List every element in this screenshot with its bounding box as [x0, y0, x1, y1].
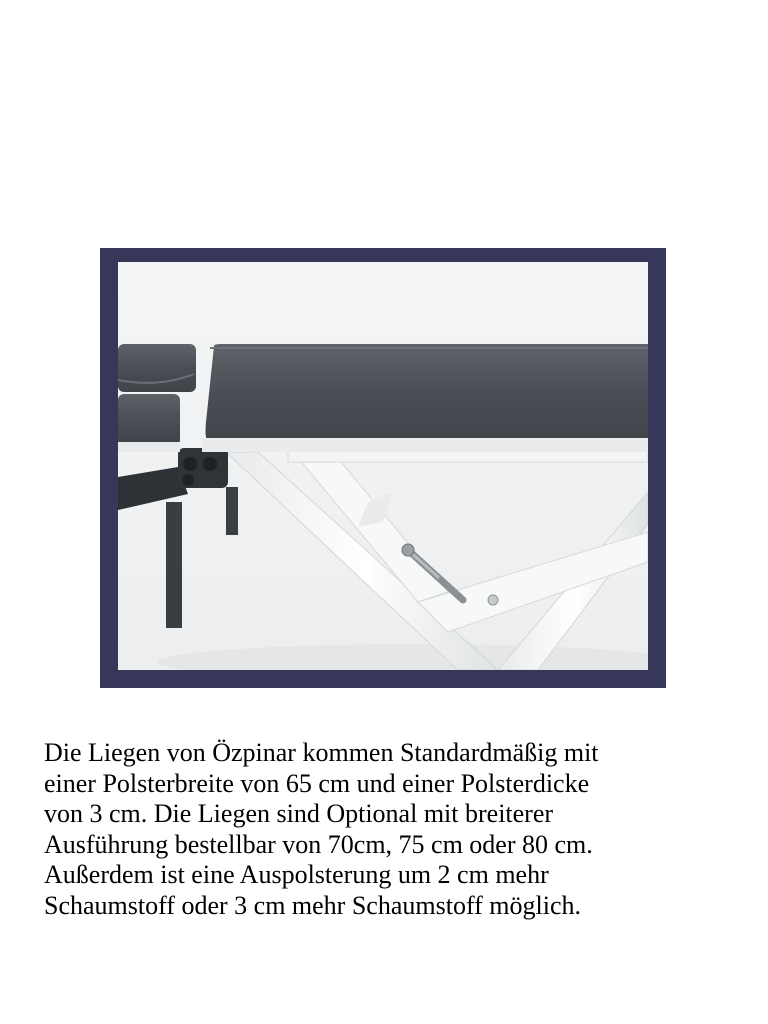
product-photo-frame — [100, 248, 666, 688]
description-line: Ausführung bestellbar von 70cm, 75 cm oder 80 cm. — [44, 829, 593, 859]
description-line: einer Polsterbreite von 65 cm und einer Polsterdicke — [44, 768, 590, 798]
treatment-table-icon — [118, 262, 648, 670]
product-description — [44, 738, 744, 921]
description-line: Schaumstoff oder 3 cm mehr Schaumstoff möglich. — [44, 890, 581, 920]
product-photo — [118, 262, 648, 670]
description-line: Außerdem ist eine Auspolsterung um 2 cm mehr — [44, 860, 549, 889]
description-line: von 3 cm. Die Liegen sind Optional mit breiterer — [44, 799, 554, 828]
description-line: Die Liegen von Özpinar kommen Standardmäßig mit — [44, 738, 599, 767]
